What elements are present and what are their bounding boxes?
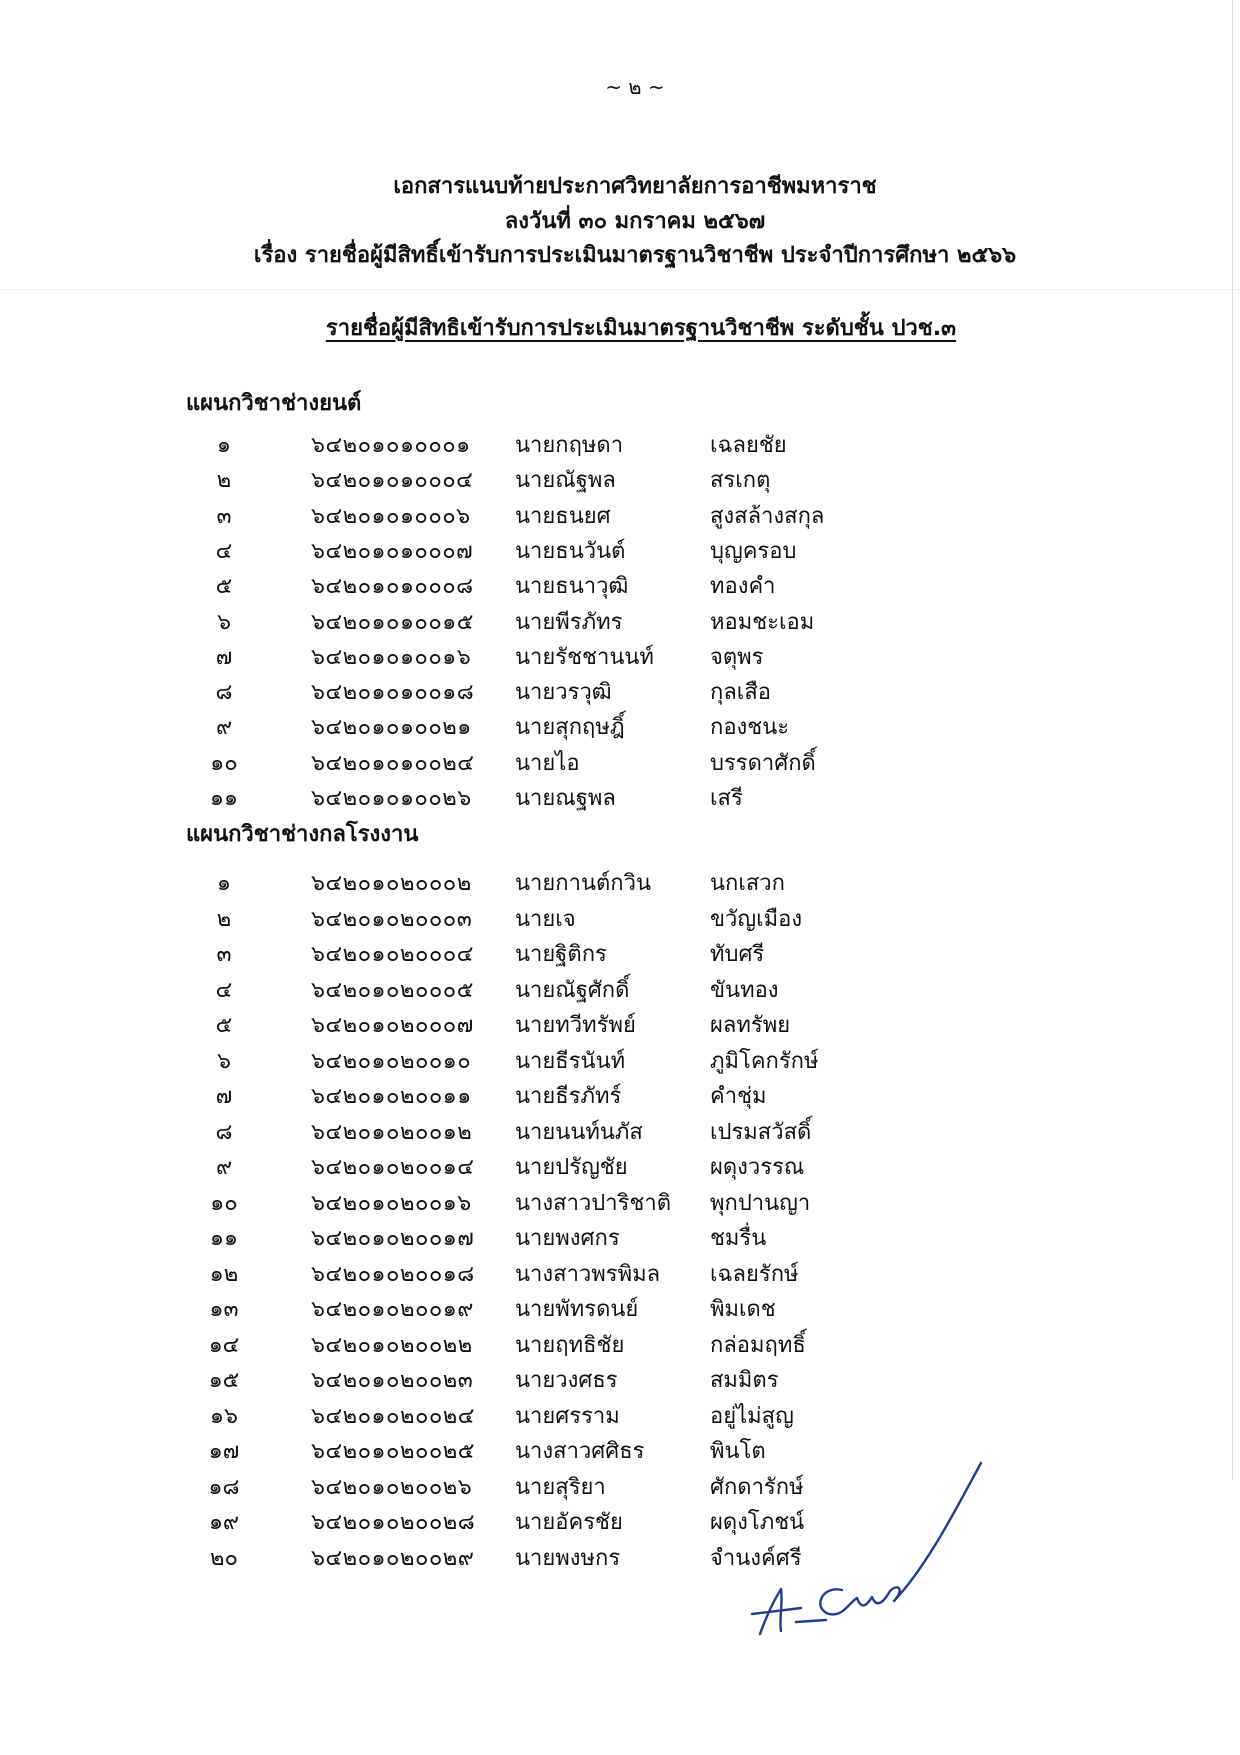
table-row (0, 1008, 1240, 1044)
page-number: ~ ๒ ~ (605, 75, 665, 99)
student-id: ๖๔๒๐๑๐๒๐๐๑๖ (311, 1190, 472, 1216)
student-surname: บุญครอบ (710, 538, 797, 564)
student-name: นายธนวันต์ (515, 538, 626, 564)
student-name: นางสาวศศิธร (515, 1439, 645, 1464)
student-surname: พินโต (710, 1439, 766, 1464)
student-surname: ชมรื่น (710, 1226, 767, 1251)
row-number: ๔ (215, 977, 233, 1003)
announcement-date: ลงวันที่ ๓๐ มกราคม ๒๕๖๗ (504, 209, 766, 234)
table-row (0, 1115, 1240, 1151)
table-row (0, 1044, 1240, 1080)
student-surname: เฉลยชัย (710, 433, 787, 458)
table-row (0, 973, 1240, 1009)
student-surname: บรรดาศักดิ์ (710, 750, 816, 776)
table-row (0, 1150, 1240, 1186)
student-surname: ทองคำ (710, 574, 776, 600)
table-row (0, 710, 1240, 746)
student-name: นายศรราม (515, 1403, 620, 1429)
student-id: ๖๔๒๐๑๐๒๐๐๒๔ (311, 1403, 475, 1429)
student-id: ๖๔๒๐๑๐๑๐๐๐๔ (311, 468, 474, 494)
table-row (0, 1363, 1240, 1399)
table-row (0, 1541, 1240, 1577)
row-number: ๕ (215, 574, 233, 600)
table-row (0, 1257, 1240, 1293)
list-heading-text: รายชื่อผู้มีสิทธิเข้ารับการประเมินมาตรฐานวิชาชีพ ระดับชั้น ปวช.๓ (325, 316, 957, 341)
student-id: ๖๔๒๐๑๐๑๐๐๐๑ (311, 433, 471, 458)
student-surname: นกเสวก (710, 871, 785, 896)
student-name: นายนนท์นภัส (515, 1119, 643, 1145)
student-surname: กล่อมฤทธิ์ (710, 1332, 806, 1358)
student-surname: จตุพร (710, 644, 764, 670)
student-name: นายอัครชัย (515, 1510, 623, 1535)
table-row (0, 605, 1240, 641)
student-surname: ภูมิโคกรักษ์ (710, 1048, 819, 1074)
table-row (0, 534, 1240, 570)
row-number: ๑๕ (208, 1368, 240, 1393)
student-surname: จำนงค์ศรี (710, 1545, 802, 1571)
student-name: นายพงศกร (515, 1226, 620, 1251)
table-row (0, 463, 1240, 499)
table-row (0, 937, 1240, 973)
student-surname: ทับศรี (710, 942, 765, 967)
student-id: ๖๔๒๐๑๐๑๐๐๐๘ (311, 574, 474, 600)
student-id: ๖๔๒๐๑๐๒๐๐๑๙ (311, 1297, 474, 1322)
row-number: ๑๐ (210, 750, 238, 776)
signature-image (740, 1450, 1000, 1650)
student-name: นายธีรภัทร์ (515, 1084, 622, 1109)
row-number: ๑ (217, 871, 231, 896)
student-surname: สรเกตุ (710, 468, 771, 494)
student-name: นายวงศธร (515, 1368, 618, 1393)
table-row (0, 1470, 1240, 1506)
student-surname: ผดุงโภชน์ (710, 1510, 805, 1535)
row-number: ๙ (215, 1155, 233, 1180)
scan-artifact-line (0, 289, 1240, 290)
student-id: ๖๔๒๐๑๐๒๐๐๑๑ (311, 1084, 472, 1109)
student-surname: ศักดารักษ์ (710, 1474, 804, 1500)
student-surname: คำชุ่ม (710, 1084, 767, 1109)
student-id: ๖๔๒๐๑๐๑๐๐๑๖ (311, 644, 472, 670)
student-name: นายกฤษดา (515, 433, 624, 458)
student-surname: พุกปานญา (710, 1190, 811, 1216)
table-row (0, 1399, 1240, 1435)
student-id: ๖๔๒๐๑๐๑๐๐๐๗ (311, 538, 474, 564)
student-id: ๖๔๒๐๑๐๒๐๐๐๒ (311, 871, 472, 896)
student-name: นายธนยศ (515, 503, 611, 529)
row-number: ๑๑ (210, 786, 238, 811)
student-id: ๖๔๒๐๑๐๑๐๐๐๖ (311, 503, 471, 529)
student-name: นายพีรภัทร (515, 609, 623, 635)
row-number: ๒ (216, 906, 232, 932)
student-id: ๖๔๒๐๑๐๒๐๐๑๘ (311, 1261, 475, 1287)
department-heading: แผนกวิชาช่างยนต์ (186, 391, 362, 416)
table-row (0, 640, 1240, 676)
student-id: ๖๔๒๐๑๐๒๐๐๒๕ (311, 1439, 475, 1464)
row-number: ๓ (216, 942, 232, 967)
row-number: ๑๖ (210, 1403, 238, 1429)
row-number: ๔ (215, 538, 233, 564)
row-number: ๒ (216, 468, 232, 494)
row-number: ๑๙ (208, 1510, 240, 1535)
row-number: ๑ (217, 433, 231, 458)
student-name: นายวรวุฒิ (515, 680, 612, 706)
student-name: นายณัฐพล (515, 468, 616, 494)
student-name: นายไอ (515, 750, 580, 776)
table-row (0, 675, 1240, 711)
table-row (0, 866, 1240, 902)
row-number: ๒๐ (210, 1545, 238, 1571)
student-surname: สมมิตร (710, 1368, 779, 1393)
row-number: ๕ (215, 1013, 233, 1038)
student-surname: หอมชะเอม (710, 609, 815, 635)
student-surname: ผดุงวรรณ (710, 1155, 805, 1180)
student-name: นายทวีทรัพย์ (515, 1013, 636, 1038)
student-id: ๖๔๒๐๑๐๑๐๐๒๖ (311, 786, 472, 811)
table-row (0, 1328, 1240, 1364)
student-name: นายปรัญชัย (515, 1155, 628, 1180)
student-surname: เสรี (710, 786, 743, 811)
student-id: ๖๔๒๐๑๐๒๐๐๐๔ (311, 942, 474, 967)
student-id: ๖๔๒๐๑๐๒๐๐๒๒ (311, 1332, 473, 1358)
student-surname: ขันทอง (710, 977, 779, 1003)
student-name: นายณัฐศักดิ์ (515, 977, 630, 1003)
student-id: ๖๔๒๐๑๐๒๐๐๐๕ (311, 977, 474, 1003)
announcement-title: เอกสารแนบท้ายประกาศวิทยาลัยการอาชีพมหาราช (393, 174, 877, 199)
student-surname: สูงสล้างสกุล (710, 503, 825, 529)
student-surname: เฉลยรักษ์ (710, 1261, 799, 1287)
row-number: ๖ (217, 1048, 231, 1074)
student-id: ๖๔๒๐๑๐๒๐๐๑๒ (311, 1119, 473, 1145)
student-id: ๖๔๒๐๑๐๑๐๐๒๔ (311, 750, 475, 776)
student-id: ๖๔๒๐๑๐๒๐๐๒๓ (311, 1368, 474, 1393)
student-surname: ขวัญเมือง (710, 906, 803, 932)
row-number: ๘ (215, 680, 233, 706)
row-number: ๑๗ (208, 1439, 240, 1464)
student-id: ๖๔๒๐๑๐๒๐๐๑๔ (311, 1155, 475, 1180)
student-name: นายสุริยา (515, 1474, 606, 1500)
table-row (0, 1221, 1240, 1257)
student-name: นายฤทธิชัย (515, 1332, 625, 1358)
student-name: นายเจ (515, 906, 576, 932)
student-id: ๖๔๒๐๑๐๑๐๐๑๘ (311, 680, 475, 706)
table-row (0, 428, 1240, 464)
student-surname: กุลเสือ (710, 680, 771, 706)
student-name: นายรัชชานนท์ (515, 644, 654, 670)
student-name: นายกานต์กวิน (515, 871, 651, 896)
table-row (0, 499, 1240, 535)
student-id: ๖๔๒๐๑๐๒๐๐๑๐ (311, 1048, 472, 1074)
row-number: ๑๐ (210, 1190, 238, 1216)
row-number: ๗ (215, 644, 233, 670)
student-name: นายพงษกร (515, 1545, 621, 1571)
row-number: ๑๒ (209, 1261, 239, 1287)
student-name: นายธนาวุฒิ (515, 574, 629, 600)
row-number: ๖ (217, 609, 231, 635)
table-row (0, 1186, 1240, 1222)
announcement-subject: เรื่อง รายชื่อผู้มีสิทธิ์เข้ารับการประเมินมาตรฐานวิชาชีพ ประจำปีการศึกษา ๒๕๖๖ (253, 243, 1017, 268)
table-row (0, 1505, 1240, 1541)
row-number: ๗ (215, 1084, 233, 1109)
student-id: ๖๔๒๐๑๐๒๐๐๑๗ (311, 1226, 475, 1251)
student-name: นางสาวปาริชาติ (515, 1190, 671, 1216)
row-number: ๙ (215, 715, 233, 741)
student-id: ๖๔๒๐๑๐๒๐๐๐๓ (311, 906, 473, 932)
table-row (0, 1079, 1240, 1115)
row-number: ๘ (215, 1119, 233, 1145)
student-id: ๖๔๒๐๑๐๒๐๐๐๗ (311, 1013, 474, 1038)
table-row (0, 746, 1240, 782)
student-surname: กองชนะ (710, 715, 790, 741)
student-id: ๖๔๒๐๑๐๒๐๐๒๖ (311, 1474, 473, 1500)
table-row (0, 902, 1240, 938)
table-row (0, 1434, 1240, 1470)
row-number: ๑๓ (209, 1297, 239, 1322)
row-number: ๑๔ (208, 1332, 240, 1358)
list-heading (30, 312, 1240, 346)
table-row (0, 569, 1240, 605)
student-id: ๖๔๒๐๑๐๒๐๐๒๙ (311, 1545, 475, 1571)
student-name: นายธีรนันท์ (515, 1048, 626, 1074)
row-number: ๑๑ (210, 1226, 238, 1251)
department-heading: แผนกวิชาช่างกลโรงงาน (186, 822, 419, 847)
student-surname: ผลทรัพย (710, 1013, 791, 1038)
row-number: ๑๘ (208, 1474, 240, 1500)
student-id: ๖๔๒๐๑๐๒๐๐๒๘ (311, 1510, 476, 1535)
student-surname: เปรมสวัสดิ์ (710, 1119, 812, 1145)
table-row (0, 1292, 1240, 1328)
student-name: นายณฐพล (515, 786, 616, 811)
student-id: ๖๔๒๐๑๐๑๐๐๒๑ (311, 715, 472, 741)
student-name: นายสุกฤษฎิ์ (515, 715, 625, 741)
student-surname: อยู่ไม่สูญ (710, 1403, 794, 1429)
row-number: ๓ (216, 503, 232, 529)
table-row (0, 781, 1240, 817)
student-id: ๖๔๒๐๑๐๑๐๐๑๕ (311, 609, 474, 635)
student-name: นายฐิติกร (515, 942, 607, 967)
student-surname: พิมเดช (710, 1297, 776, 1322)
student-name: นางสาวพรพิมล (515, 1261, 661, 1287)
student-name: นายพัทรดนย์ (515, 1297, 639, 1322)
